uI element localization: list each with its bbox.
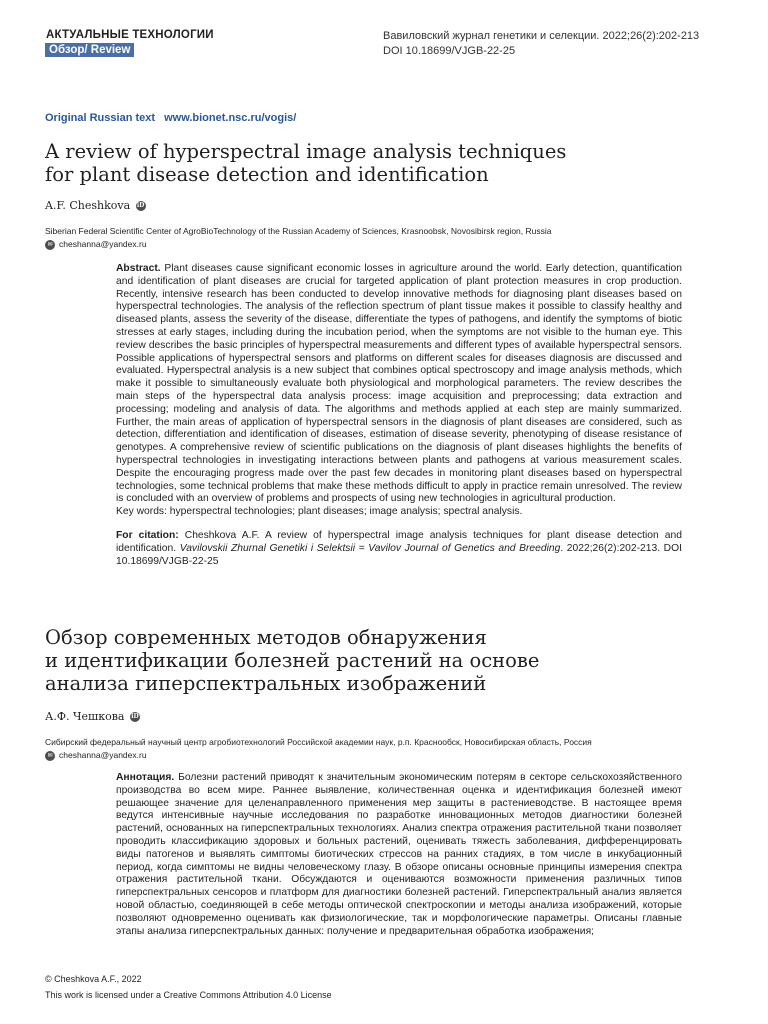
- abstract-text: Plant diseases cause significant economic losses in agriculture around the world. Early detection, quantification and identification of plant diseases are crucial for targeted application of plant protection measures in crop production. Recently, intensive research has been conducted to develop innovative methods for diagnosing plant diseases based on hyperspectral technologies. The analysis of the reflection spectrum of plant tissue makes it possible to classify healthy and diseased plants, assess the severity of the disease, differentiate the types of pathogens, and identify the symptoms of biotic stresses at early stages, including during the incubation period, when the symptoms are not visible to the human eye. This review describes the basic principles of hyperspectral measurements and different types of available hyperspectral sensors. Possible applications of hyperspectral sensors and platforms on different scales for diseases diagnosis are discussed and evaluated. Hyperspectral analysis is a new subject that combines optical spectroscopy and image analysis methods, which make it possible to simultaneously evaluate both physiological and morphological parameters. The review describes the main steps of the hyperspectral data analysis process: image acquisition and preprocessing; data extraction and processing; modeling and analysis of data. The algorithms and methods applied at each step are mainly summarized. Further, the main areas of application of hyperspectral sensors in the diagnosis of plant diseases are considered, such as detection, differentiation and identification of diseases, estimation of disease severity, phenotyping of disease resistance of genotypes. A comprehensive review of scientific publications on the diagnosis of plant diseases highlights the benefits of hyperspectral technologies in investigating interactions between plants and pathogens at various measurement scales. Despite the encouraging progress made over the past few decades in monitoring plant diseases based on hyperspectral technologies, some technical problems that make these methods difficult to apply in practice remain unresolved. The review is concluded with an overview of problems and prospects of using new technologies in agricultural production.: [116, 263, 682, 505]
- license: This work is licensed under a Creative Commons Attribution 4.0 License: [45, 990, 332, 1000]
- title-line: анализа гиперспектральных изображений: [45, 672, 487, 695]
- affiliation-en: [45, 225, 725, 251]
- footer: [45, 971, 332, 1003]
- article-title-ru: [45, 626, 685, 695]
- author-ru: [45, 710, 140, 723]
- citation-text: Cheshkova A.F. A review of hyperspectral image analysis techniques for plant disease detection and identification.: [116, 529, 682, 554]
- email-icon: ✉: [45, 751, 55, 761]
- abstract-paragraph: [116, 772, 682, 938]
- citation-journal: Vavilovskii Zhurnal Genetiki i Selektsii = Vavilov Journal of Genetics and Breeding: [179, 542, 561, 554]
- title-line: Обзор современных методов обнаружения: [45, 626, 487, 649]
- original-text-line: [45, 112, 296, 124]
- title-line: A review of hyperspectral image analysis techniques: [45, 140, 567, 163]
- journal-reference: [383, 29, 699, 59]
- email-link[interactable]: cheshanna@yandex.ru: [59, 239, 147, 249]
- citation: [116, 530, 682, 568]
- title-line: for plant disease detection and identification: [45, 163, 489, 186]
- affiliation-text: Сибирский федеральный научный центр агробиотехнологий Российской академии наук, р.п. Краснообск, Новосибирская область, Россия: [45, 737, 592, 747]
- section-label: АКТУАЛЬНЫЕ ТЕХНОЛОГИИ: [46, 29, 214, 41]
- article-title-en: [45, 140, 685, 186]
- citation-tail: . 2022;26(2):202-213. DOI 10.18699/VJGB-22-25: [116, 542, 682, 567]
- doi-line: DOI 10.18699/VJGB-22-25: [383, 45, 516, 57]
- abstract-ru: [116, 772, 682, 938]
- keywords: Key words: hyperspectral technologies; plant diseases; image analysis; spectral analysis.: [116, 506, 523, 518]
- original-text-link[interactable]: www.bionet.nsc.ru/vogis/: [164, 112, 297, 124]
- section-badge: Обзор/ Review: [45, 43, 134, 57]
- abstract-paragraph: [116, 263, 682, 506]
- citation-label: For citation:: [116, 529, 179, 541]
- email-icon: ✉: [45, 240, 55, 250]
- abstract-en: [116, 263, 682, 568]
- copyright: © Cheshkova A.F., 2022: [45, 974, 142, 984]
- author-name: A.F. Cheshkova: [45, 199, 131, 212]
- abstract-label: Abstract.: [116, 263, 161, 274]
- author-en: [45, 199, 146, 212]
- affiliation-ru: [45, 736, 735, 762]
- abstract-text: Болезни растений приводят к значительным экономическим потерям в секторе сельскохозяйственного производства во всем мире. Раннее выявление, количественная оценка и идентификация болезней имеют решающее значение для целенаправленного применения мер защиты в растениеводстве. В настоящее время ведутся интенсивные научные исследования по разработке инновационных методов диагностики болезней растений, основанных на гиперспектральных технологиях. Анализ спектра отражения растительной ткани позволяет проводить классификацию здоровых и больных растений, оценивать тяжесть заболевания, дифференцировать виды патогенов и выявлять симптомы биотических стрессов на ранних стадиях, в том числе в инкубационный период, когда симптомы не видны человеческому глазу. В обзоре описаны основные принципы измерения спектра отражения растительной ткани. Обсуждаются и оцениваются возможности применения различных типов гиперспектральных сенсоров и платформ для диагностики болезней растений. Гиперспектральный анализ является новой областью, соединяющей в себе методы оптической спектроскопии и методы анализа изображений, которые позволяют одновременно оценивать как физиологические, так и морфологические параметры. Описаны главные этапы анализа гиперспектральных данных: получение и предварительная обработка изображения;: [116, 772, 682, 937]
- email-line: [45, 749, 735, 762]
- author-name: А.Ф. Чешкова: [45, 710, 125, 723]
- orcid-icon[interactable]: iD: [131, 713, 139, 720]
- original-text-label: Original Russian text: [45, 112, 156, 124]
- title-line: и идентификации болезней растений на основе: [45, 649, 540, 672]
- email-link[interactable]: cheshanna@yandex.ru: [59, 750, 147, 760]
- email-line: [45, 238, 725, 251]
- abstract-label: Аннотация.: [116, 772, 175, 783]
- journal-line: Вавиловский журнал генетики и селекции. 2022;26(2):202-213: [383, 30, 700, 42]
- affiliation-text: Siberian Federal Scientific Center of AgroBioTechnology of the Russian Academy of Sciences, Krasnoobsk, Novosibirsk region, Russia: [45, 226, 552, 236]
- orcid-icon[interactable]: iD: [136, 202, 145, 209]
